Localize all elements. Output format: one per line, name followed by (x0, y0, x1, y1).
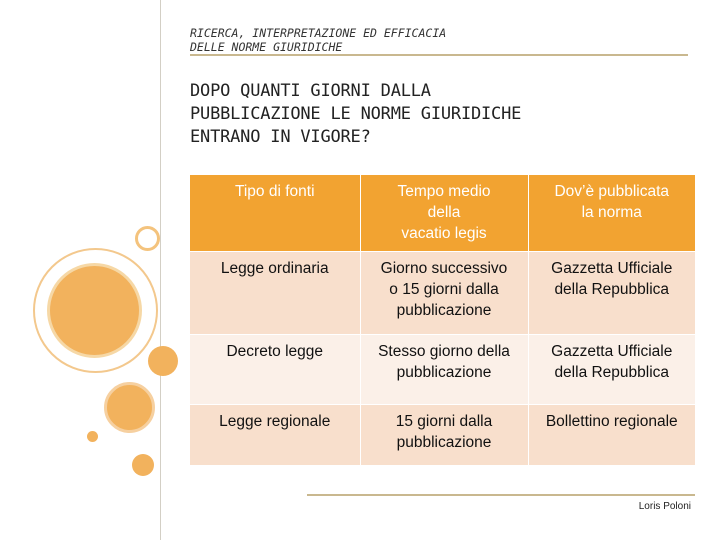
decorative-circle-small (87, 431, 98, 442)
header-line-1: RICERCA, INTERPRETAZIONE ED EFFICACIA (190, 26, 447, 40)
header-divider (190, 54, 688, 56)
footer-author: Loris Poloni (638, 501, 691, 512)
title-line-2: PUBBLICAZIONE LE NORME GIURIDICHE (190, 104, 522, 124)
table-cell: Stesso giorno della pubblicazione (360, 335, 528, 405)
decorative-circle-medium (148, 346, 178, 376)
header-cell-tipo-di-fonti: Tipo di fonti (190, 175, 360, 252)
table-cell: Gazzetta Ufficiale della Repubblica (528, 252, 695, 335)
title-line-3: ENTRANO IN VIGORE? (190, 127, 371, 147)
table-cell: Giorno successivo o 15 giorni dalla pubblicazione (360, 252, 528, 335)
header-line-2: DELLE NORME GIURIDICHE (190, 40, 343, 54)
table-row (190, 252, 695, 335)
decorative-circle-bottom (104, 382, 155, 433)
header-cell-tempo-medio: Tempo medio della vacatio legis (360, 175, 528, 252)
table-cell: Gazzetta Ufficiale della Repubblica (528, 335, 695, 405)
table-cell: Decreto legge (190, 335, 360, 405)
table-header-row (190, 175, 695, 252)
slide-header (190, 26, 446, 54)
table-cell: Legge ordinaria (190, 252, 360, 335)
table-cell: Bollettino regionale (528, 405, 695, 466)
table-row (190, 405, 695, 466)
decorative-circle-small (132, 454, 154, 476)
table-cell: 15 giorni dalla pubblicazione (360, 405, 528, 466)
title-line-1: DOPO QUANTI GIORNI DALLA (190, 81, 431, 101)
footer-divider (307, 494, 695, 496)
decorative-circle-outline (135, 226, 160, 251)
slide-title (190, 80, 690, 149)
decorative-circle-large (47, 263, 142, 358)
sources-table (190, 175, 695, 465)
table-row (190, 335, 695, 405)
table-cell: Legge regionale (190, 405, 360, 466)
decorative-vertical-line (160, 0, 161, 540)
header-cell-pubblicazione: Dov’è pubblicata la norma (528, 175, 695, 252)
